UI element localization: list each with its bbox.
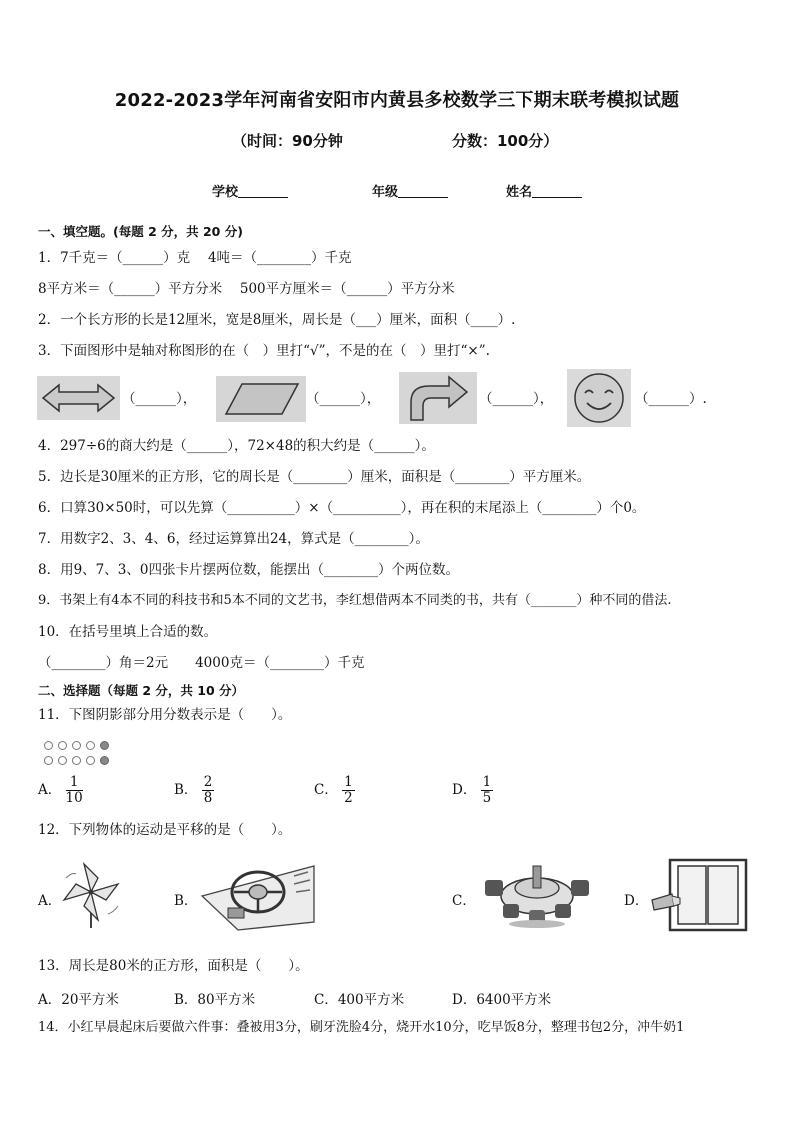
- name-label: 姓名: [506, 185, 533, 200]
- circle-shape: [44, 741, 53, 750]
- name-field[interactable]: [506, 181, 582, 200]
- question-5: 5．边长是30厘米的正方形，它的周长是（________）厘米，面积是（________）平方厘米。: [38, 469, 591, 485]
- circle-shape: [44, 756, 53, 765]
- circle-shape: [58, 756, 67, 765]
- q13-option-a[interactable]: A．20平方米: [38, 992, 119, 1008]
- q12-option-c-label[interactable]: C．: [452, 893, 476, 909]
- numerator: 1: [344, 774, 353, 790]
- circle-shape: [72, 741, 81, 750]
- fraction: [481, 775, 494, 806]
- denominator: 2: [344, 790, 353, 806]
- section-multiple-choice-heading: 二、选择题（每题 2 分，共 10 分）: [38, 683, 245, 698]
- q12-option-d-label[interactable]: D．: [624, 893, 649, 909]
- question-1a: 1．7千克＝（______）克 4吨＝（________）千克: [38, 250, 352, 266]
- sliding-window-figure: [650, 856, 750, 934]
- denominator: 8: [203, 790, 213, 806]
- q13-option-d[interactable]: D．6400平方米: [452, 992, 552, 1008]
- shaded-circle-shape: [100, 756, 109, 765]
- shaded-circle-shape: [100, 741, 109, 750]
- question-7: 7．用数字2、3、4、6，经过运算算出24，算式是（________）。: [38, 531, 429, 547]
- numerator: 1: [66, 775, 83, 791]
- circle-shape: [72, 756, 81, 765]
- curved-arrow-figure: [399, 372, 477, 424]
- pinwheel-figure: [60, 858, 122, 930]
- option-label: B．: [174, 782, 198, 798]
- q12-option-a-label[interactable]: A．: [38, 893, 62, 909]
- q11-option-b[interactable]: [174, 775, 214, 806]
- question-6: 6．口算30×50时，可以先算（__________）×（__________），再在积的末尾添上（________）个0。: [38, 500, 646, 516]
- question-1b: 8平方米＝（______）平方分米 500平方厘米＝（______）平方分米: [38, 281, 455, 297]
- question-11: 11．下图阴影部分用分数表示是（ ）。: [38, 707, 292, 723]
- fraction: [342, 775, 355, 806]
- option-label: C．: [314, 782, 338, 798]
- question-4: 4．297÷6的商大约是（______），72×48的积大约是（______）。: [38, 438, 435, 454]
- grade-field[interactable]: [372, 181, 448, 200]
- q12-option-b-label[interactable]: B．: [174, 893, 198, 909]
- shaded-circles-figure: [44, 739, 114, 769]
- q13-option-b[interactable]: B．80平方米: [174, 992, 256, 1008]
- question-14: 14．小红早晨起床后要做六件事：叠被用3分，刷牙洗脸4分，烧开水10分，吃早饭8分，整理书包2分，冲牛奶1: [38, 1020, 685, 1035]
- q13-option-c[interactable]: C．400平方米: [314, 992, 405, 1008]
- question-3-blank-1[interactable]: （______），: [122, 391, 197, 407]
- q11-option-c[interactable]: [314, 775, 355, 806]
- grade-label: 年级: [372, 185, 399, 200]
- option-label: A．: [38, 782, 62, 798]
- school-blank[interactable]: [238, 184, 288, 198]
- question-10b: （________）角＝2元 4000克＝（________）千克: [38, 655, 365, 671]
- question-9: 9．书架上有4本不同的科技书和5本不同的文艺书，李红想借两本不同类的书，共有（_______）种不同的借法.: [38, 593, 672, 608]
- double-arrow-figure: [37, 376, 120, 420]
- numerator: 2: [203, 774, 213, 790]
- question-3-blank-3[interactable]: （______），: [479, 391, 554, 407]
- question-2: 2．一个长方形的长是12厘米，宽是8厘米，周长是（___）厘米，面积（____）.: [38, 312, 516, 328]
- page-title: 2022-2023学年河南省安阳市内黄县多校数学三下期末联考模拟试题: [114, 90, 680, 111]
- q11-option-a[interactable]: [38, 775, 83, 806]
- total-score: 分数：100分）: [452, 132, 559, 150]
- circle-shape: [86, 741, 95, 750]
- question-3-blank-2[interactable]: （______），: [306, 391, 381, 407]
- question-8: 8．用9、7、3、0四张卡片摆两位数，能摆出（________）个两位数。: [38, 562, 459, 578]
- numerator: 1: [482, 774, 492, 790]
- question-13: 13．周长是80米的正方形，面积是（ ）。: [38, 958, 309, 974]
- name-blank[interactable]: [532, 184, 582, 198]
- question-10: 10．在括号里填上合适的数。: [38, 624, 218, 640]
- circle-shape: [58, 741, 67, 750]
- school-field[interactable]: [212, 181, 288, 200]
- denominator: 5: [482, 790, 492, 806]
- q11-option-d[interactable]: [452, 775, 493, 806]
- parallelogram-figure: [216, 376, 306, 422]
- question-3-blank-4[interactable]: （______）.: [635, 391, 707, 407]
- option-label: D．: [452, 782, 477, 798]
- section-fill-blank-heading: 一、填空题。(每题 2 分，共 20 分): [38, 224, 243, 239]
- carousel-ride-figure: [477, 860, 597, 930]
- school-label: 学校: [212, 185, 239, 200]
- fraction: [66, 775, 83, 806]
- circle-shape: [86, 756, 95, 765]
- time-limit: （时间：90分钟: [232, 132, 343, 150]
- question-3: 3．下面图形中是轴对称图形的在（ ）里打“√”，不是的在（ ）里打“×”.: [38, 343, 490, 359]
- fraction: [202, 775, 215, 806]
- steering-wheel-figure: [198, 856, 316, 932]
- smiley-face-figure: [567, 369, 631, 427]
- question-12: 12．下列物体的运动是平移的是（ ）。: [38, 822, 292, 838]
- grade-blank[interactable]: [398, 184, 448, 198]
- denominator: 10: [65, 790, 83, 806]
